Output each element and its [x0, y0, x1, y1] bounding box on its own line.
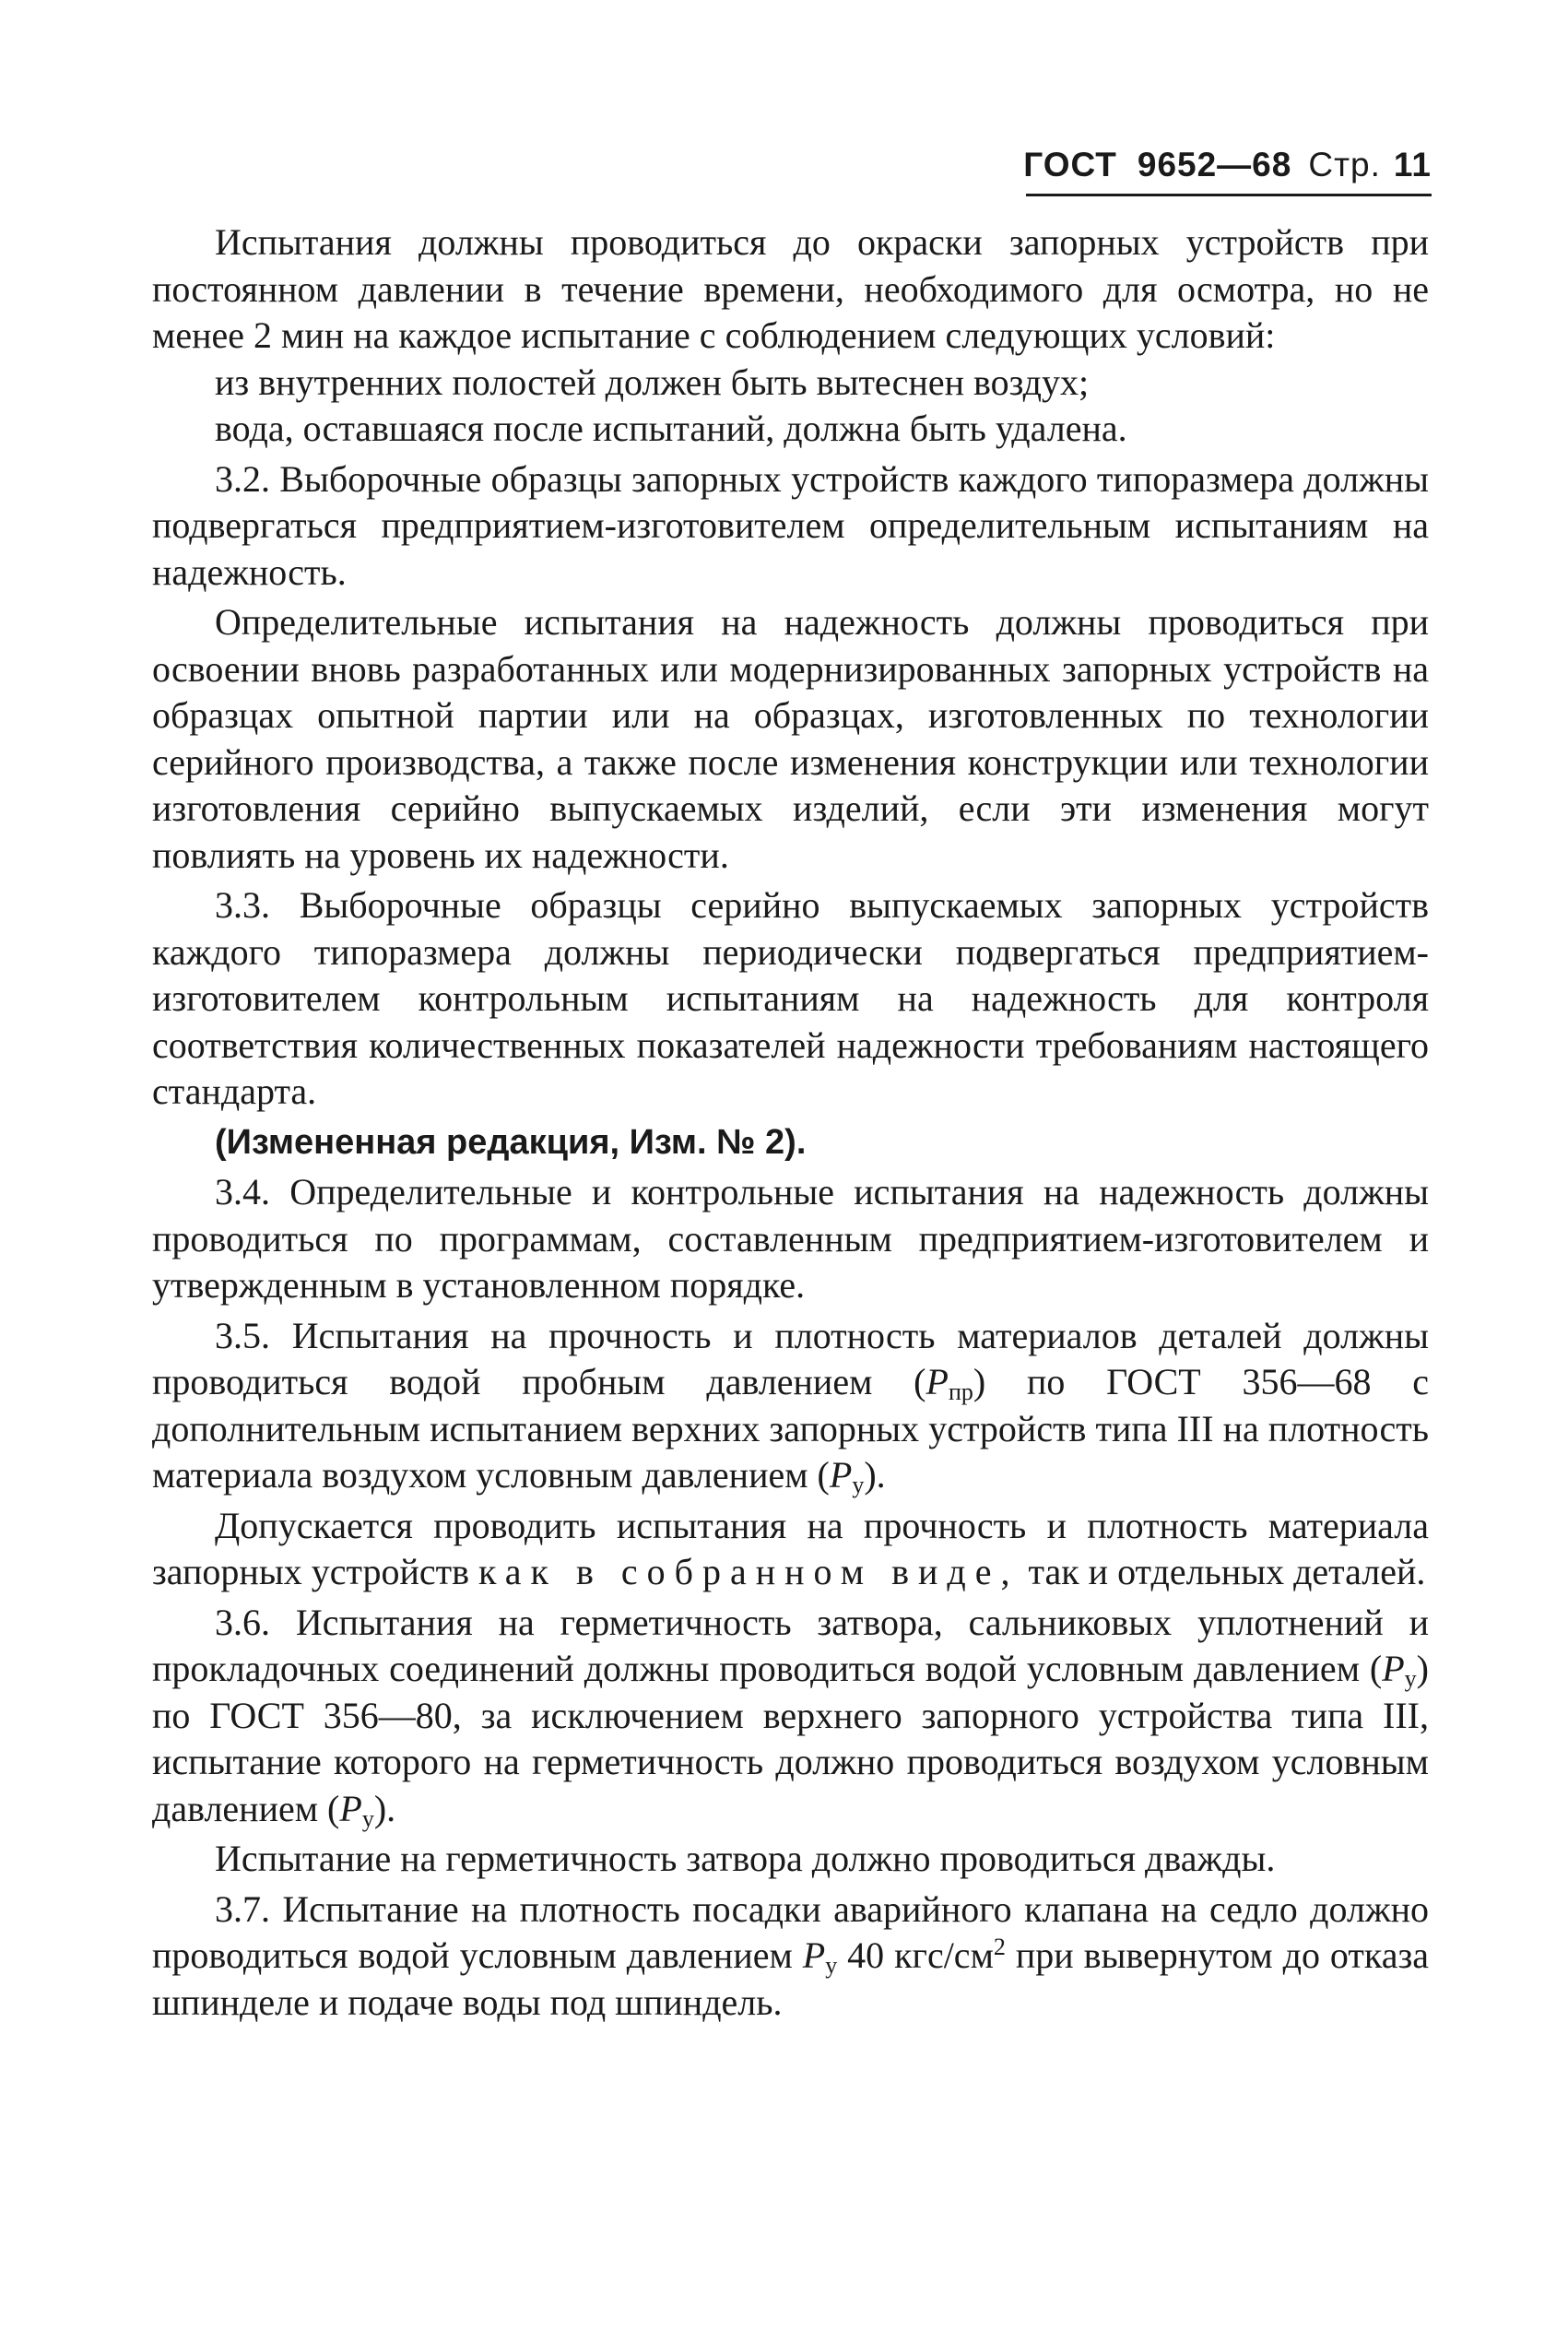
paragraph-3-6-text-c: ).: [373, 1787, 396, 1829]
paragraph-test-conditions: Испытания должны проводиться до окраски запорных устройств при постоянном давлении в течение времени, необходимого для осмотра, но не менее 2 мин на каждое испытание с соблюдением следующих условий:: [152, 221, 1429, 356]
paragraph-3-5-text-a: 3.5. Испытания на прочность и плотность материалов деталей должны проводиться водой пробным давлением (: [152, 1314, 1429, 1402]
pressure-subscript: у: [361, 1804, 374, 1832]
emphasized-phrase: как в собранном виде,: [477, 1551, 1020, 1592]
paragraph-tightness-twice: Испытание на герметичность затвора должно проводиться дважды.: [215, 1838, 1276, 1879]
paragraph-permitted-text-b: так и отдельных деталей.: [1028, 1551, 1426, 1592]
pressure-symbol: P: [829, 1454, 853, 1496]
paragraph-3-2: 3.2. Выборочные образцы запорных устройств каждого типоразмера должны подвергаться предприятием-изготовителем определительным испытаниям на надежность.: [152, 457, 1429, 593]
paragraph-3-6-text-a: 3.6. Испытания на герметичность затвора, сальниковых уплотнений и прокладочных соединений должны проводиться водой условным давлением (: [152, 1601, 1429, 1689]
page-number: 11: [1393, 146, 1432, 183]
paragraph-3-7: [152, 1886, 1429, 2027]
standard-number: 9652—68: [1137, 146, 1292, 183]
pressure-symbol: P: [802, 1934, 826, 1976]
paragraph-3-7-text-a: 3.7. Испытание на плотность посадки аварийного клапана на седло должно проводиться водой условным давлением: [152, 1887, 1429, 1976]
paragraph-3-3: 3.3. Выборочные образцы серийно выпускаемых запорных устройств каждого типоразмера должны периодически подвергаться предприятием-изготовителем контрольным испытаниям на надежность для контроля соответствия количественных показателей надежности требованиям настоящего стандарта.: [152, 884, 1429, 1112]
paragraph-air-condition: из внутренних полостей должен быть вытеснен воздух;: [215, 361, 1090, 403]
pressure-symbol: P: [925, 1361, 949, 1402]
paragraph-definitive-tests: Определительные испытания на надежность должны проводиться при освоении вновь разработанных или модернизированных запорных устройств на образцах опытной партии или на образцах, изготовленных по технологии серийного производства, а также после изменения конструкции или технологии изготовления серийно выпускаемых изделий, если эти изменения могут повлиять на уровень их надежности.: [152, 601, 1429, 876]
pressure-value: 40 кгс/см: [847, 1934, 994, 1976]
unit-exponent: 2: [993, 1934, 1006, 1960]
paragraph-3-7-text-c: при вывернутом до отказа шпинделе и подаче воды под шпиндель.: [152, 1934, 1429, 2023]
paragraph-3-4: 3.4. Определительные и контрольные испытания на надежность должны проводиться по программам, составленным предприятием-изготовителем и утвержденным в установленном порядке.: [152, 1171, 1429, 1306]
pressure-symbol: P: [339, 1787, 362, 1829]
document-body: [152, 219, 1429, 2029]
paragraph-permitted-text-a: Допускается проводить испытания на прочность и плотность материала запорных устройств: [152, 1504, 1429, 1592]
paragraph-water-condition: вода, оставшаяся после испытаний, должна быть удалена.: [215, 408, 1127, 449]
standard-label: ГОСТ: [1023, 146, 1117, 183]
pressure-subscript: у: [852, 1472, 865, 1498]
paragraph-3-6-text-b: ) по ГОСТ 356—80, за исключением верхнего запорного устройства типа III, испытание которого на герметичность должно проводиться воздухом условным давлением (: [152, 1648, 1429, 1829]
pressure-symbol: P: [1382, 1648, 1405, 1689]
pressure-subscript: пр: [948, 1378, 973, 1405]
paragraph-3-6: [152, 1600, 1429, 1833]
paragraph-3-5: [152, 1313, 1429, 1499]
page-label: Стр.: [1308, 146, 1381, 183]
paragraph-3-5-text-c: ).: [864, 1454, 886, 1496]
amendment-note: (Измененная редакция, Изм. № 2).: [215, 1122, 807, 1162]
paragraph-3-5-text-b: ) по ГОСТ 356—68 с дополнительным испытанием верхних запорных устройств типа III на плотность материала воздухом условным давлением (: [152, 1361, 1429, 1496]
header-rule: [1026, 194, 1432, 196]
pressure-subscript: у: [825, 1952, 838, 1979]
paragraph-permitted-tests: [152, 1503, 1429, 1596]
pressure-subscript: у: [1404, 1665, 1417, 1692]
running-header: [1023, 146, 1432, 184]
